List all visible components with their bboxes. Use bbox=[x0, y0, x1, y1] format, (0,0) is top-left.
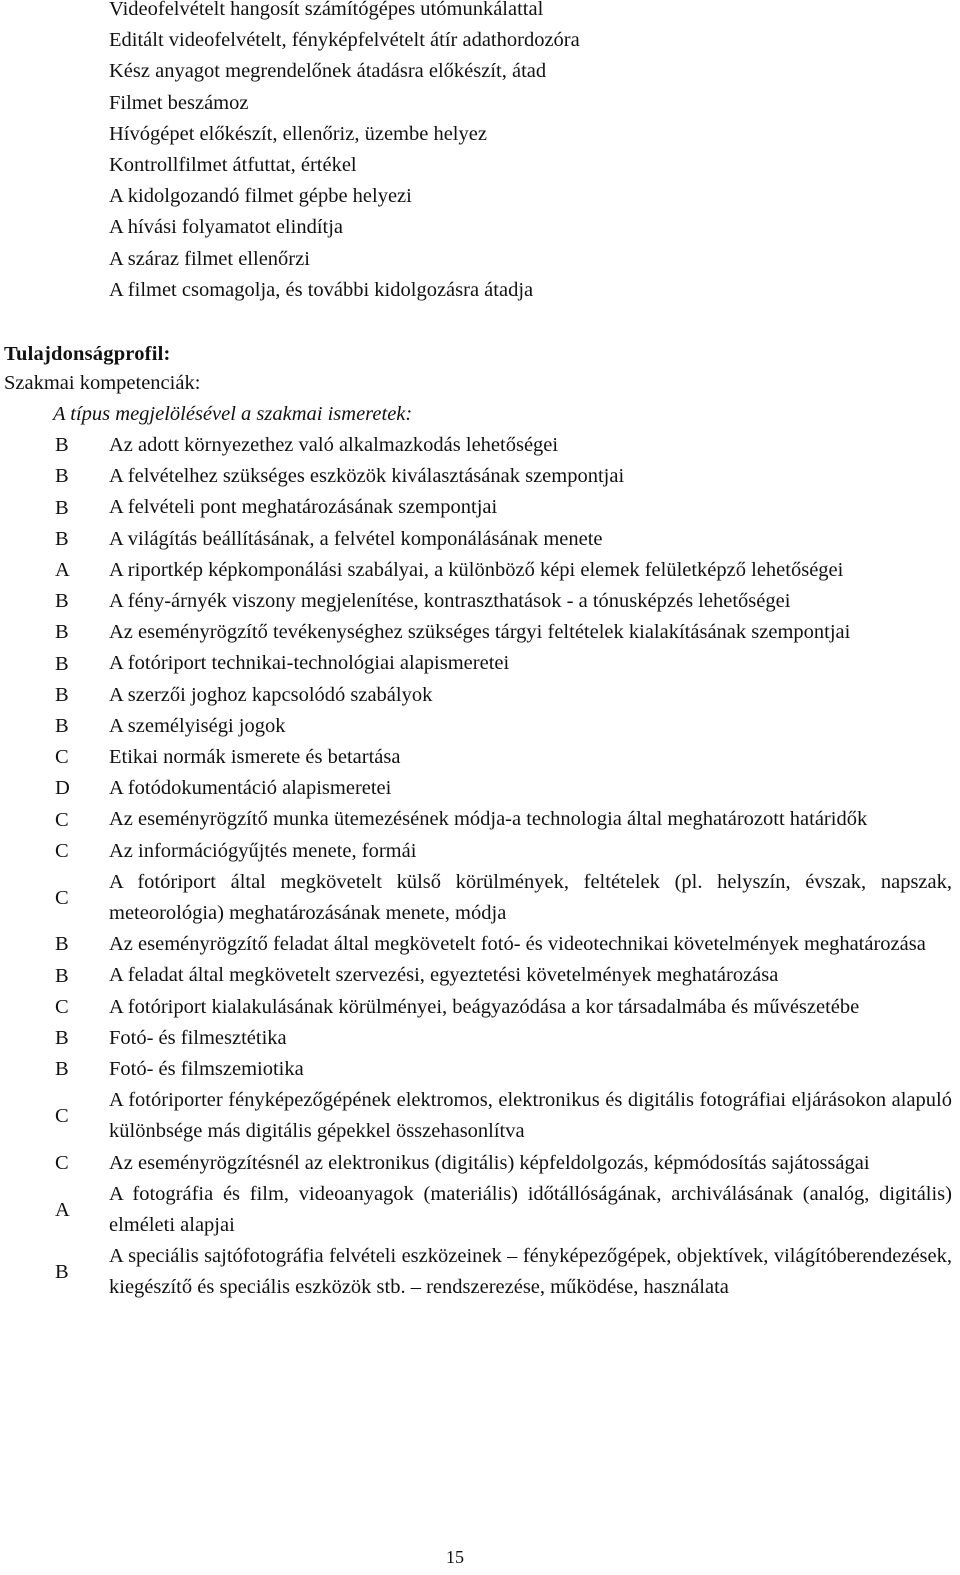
knowledge-item bbox=[0, 1023, 960, 1054]
section-caption: A típus megjelölésével a szakmai ismeretek: bbox=[53, 403, 413, 425]
item-text: Az eseményrögzítő tevékenységhez szükséges tárgyi feltételek kialakításának szempontjai bbox=[109, 621, 851, 644]
item-text: Fotó- és filmesztétika bbox=[109, 1026, 287, 1049]
item-text: Az információgyűjtés menete, formái bbox=[109, 839, 417, 862]
item-text: A fotóriport kialakulásának körülményei, beágyazódása a kor társadalmába és művészetébe bbox=[109, 995, 860, 1018]
knowledge-item bbox=[0, 1241, 960, 1303]
grade-label: B bbox=[55, 933, 69, 956]
item-text: A fotográfia és film, videoanyagok (materiális) időtállóságának, archiválásának (analóg, digitális) elméleti alapjai bbox=[109, 1182, 952, 1237]
knowledge-item bbox=[0, 617, 960, 648]
item-text: A fotóriport technikai-technológiai alapismeretei bbox=[109, 652, 510, 675]
item-text: A feladat által megkövetelt szervezési, egyeztetési követelmények meghatározása bbox=[109, 964, 779, 987]
section-subheading: Szakmai kompetenciák: bbox=[4, 372, 201, 394]
knowledge-item bbox=[0, 430, 960, 461]
grade-label: C bbox=[55, 886, 69, 909]
knowledge-item bbox=[0, 524, 960, 555]
section-heading: Tulajdonságprofil: bbox=[4, 343, 171, 365]
grade-label: C bbox=[55, 746, 69, 769]
task-line: Kontrollfilmet átfuttat, értékel bbox=[109, 153, 357, 176]
knowledge-item bbox=[0, 1085, 960, 1147]
item-text: Az eseményrögzítésnél az elektronikus (digitális) képfeldolgozás, képmódosítás sajátosságai bbox=[109, 1151, 870, 1174]
item-text: Fotó- és filmszemiotika bbox=[109, 1058, 304, 1081]
grade-label: A bbox=[55, 558, 70, 581]
knowledge-item bbox=[0, 992, 960, 1023]
knowledge-item bbox=[0, 836, 960, 867]
item-text: A fotódokumentáció alapismeretei bbox=[109, 777, 392, 800]
knowledge-item bbox=[0, 804, 960, 835]
grade-label: D bbox=[55, 777, 70, 800]
knowledge-item bbox=[0, 492, 960, 523]
grade-label: B bbox=[55, 496, 69, 519]
knowledge-item bbox=[0, 648, 960, 679]
grade-label: C bbox=[55, 1151, 69, 1174]
task-line: Hívógépet előkészít, ellenőriz, üzembe helyez bbox=[109, 122, 487, 145]
grade-label: B bbox=[55, 465, 69, 488]
item-text: A szerzői joghoz kapcsolódó szabályok bbox=[109, 683, 433, 706]
knowledge-item bbox=[0, 867, 960, 929]
grade-label: C bbox=[55, 839, 69, 862]
grade-label: B bbox=[55, 964, 69, 987]
grade-label: B bbox=[55, 1026, 69, 1049]
task-line: A hívási folyamatot elindítja bbox=[109, 216, 343, 239]
grade-label: B bbox=[55, 683, 69, 706]
item-text: A személyiségi jogok bbox=[109, 714, 286, 737]
item-text: A riportkép képkomponálási szabályai, a különböző képi elemek felületképző lehetőségei bbox=[109, 558, 844, 581]
knowledge-item bbox=[0, 1054, 960, 1085]
grade-label: B bbox=[55, 527, 69, 550]
knowledge-item bbox=[0, 555, 960, 586]
task-line: A filmet csomagolja, és további kidolgozásra átadja bbox=[109, 278, 534, 301]
grade-label: C bbox=[55, 995, 69, 1018]
knowledge-item bbox=[0, 960, 960, 991]
task-line: Videofelvételt hangosít számítógépes utómunkálattal bbox=[109, 0, 544, 20]
page-number: 15 bbox=[446, 1547, 464, 1567]
knowledge-item bbox=[0, 461, 960, 492]
task-line: Kész anyagot megrendelőnek átadásra előkészít, átad bbox=[109, 60, 547, 83]
item-text: A speciális sajtófotográfia felvételi eszközeinek – fényképezőgépek, objektívek, világítóberendezések, kiegészítő és speciális eszközök stb. – rendszerezése, működése, használata bbox=[109, 1245, 952, 1299]
grade-label: B bbox=[55, 621, 69, 644]
task-list bbox=[109, 0, 949, 306]
item-text: Etikai normák ismerete és betartása bbox=[109, 746, 401, 769]
grade-label: A bbox=[55, 1198, 70, 1221]
grade-label: C bbox=[55, 808, 69, 831]
item-text: A fotóriporter fényképezőgépének elektromos, elektronikus és digitális fotográfiai eljárásokon alapuló különbsége más digitális gépekkel összehasonlítva bbox=[109, 1089, 952, 1143]
grade-label: B bbox=[55, 1058, 69, 1081]
task-line: A száraz filmet ellenőrzi bbox=[109, 247, 310, 270]
knowledge-item bbox=[0, 742, 960, 773]
item-text: A felvételi pont meghatározásának szempontjai bbox=[109, 496, 498, 519]
item-text: A felvételhez szükséges eszközök kiválasztásának szempontjai bbox=[109, 465, 625, 488]
grade-label: B bbox=[55, 590, 69, 613]
knowledge-item bbox=[0, 1148, 960, 1179]
knowledge-item bbox=[0, 929, 960, 960]
grade-label: B bbox=[55, 434, 69, 457]
item-text: Az adott környezethez való alkalmazkodás lehetőségei bbox=[109, 434, 559, 456]
knowledge-item bbox=[0, 711, 960, 742]
task-line: Filmet beszámoz bbox=[109, 91, 249, 114]
grade-label: B bbox=[55, 714, 69, 737]
task-line: A kidolgozandó filmet gépbe helyezi bbox=[109, 185, 412, 208]
knowledge-item bbox=[0, 1179, 960, 1241]
item-text: A világítás beállításának, a felvétel komponálásának menete bbox=[109, 527, 603, 550]
item-text: A fotóriport által megkövetelt külső körülmények, feltételek (pl. helyszín, évszak, napszak, meteorológia) meghatározásának menete, módja bbox=[109, 870, 952, 925]
item-text: Az eseményrögzítő feladat által megkövetelt fotó- és videotechnikai követelmények meghatározása bbox=[109, 933, 926, 956]
knowledge-item bbox=[0, 773, 960, 804]
grade-label: C bbox=[55, 1104, 69, 1127]
knowledge-item bbox=[0, 680, 960, 711]
grade-label: B bbox=[55, 652, 69, 675]
task-line: Editált videofelvételt, fényképfelvételt átír adathordozóra bbox=[109, 29, 580, 52]
item-text: A fény-árnyék viszony megjelenítése, kontraszthatások - a tónusképzés lehetőségei bbox=[109, 590, 791, 613]
item-text: Az eseményrögzítő munka ütemezésének módja-a technologia által meghatározott határidők bbox=[109, 808, 868, 831]
knowledge-list bbox=[0, 430, 960, 1304]
grade-label: B bbox=[55, 1260, 69, 1283]
knowledge-item bbox=[0, 586, 960, 617]
